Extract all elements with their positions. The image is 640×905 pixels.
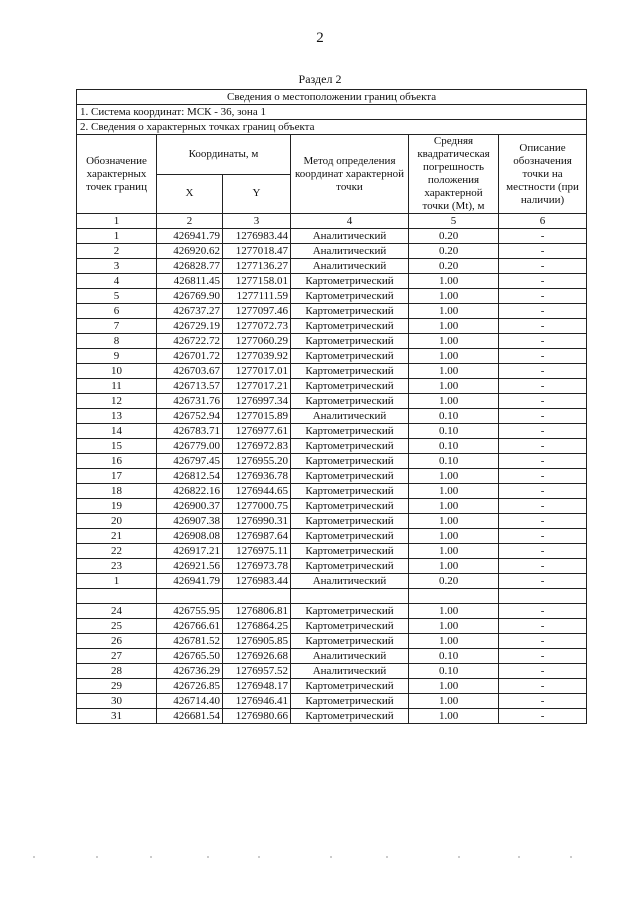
x-coordinate-cell: 426781.52: [157, 634, 223, 649]
y-coordinate-cell: 1277017.01: [223, 364, 291, 379]
error-cell: 0.10: [409, 664, 499, 679]
description-cell: -: [499, 349, 587, 364]
method-cell: Аналитический: [291, 259, 409, 274]
error-cell: 1.00: [409, 619, 499, 634]
header-coordinates: Координаты, м: [157, 135, 291, 175]
header-designation: Обозначение характерных точек границ: [77, 135, 157, 214]
y-coordinate-cell: 1277015.89: [223, 409, 291, 424]
y-coordinate-cell: 1276980.66: [223, 709, 291, 724]
description-cell: -: [499, 514, 587, 529]
description-cell: -: [499, 544, 587, 559]
method-cell: Картометрический: [291, 364, 409, 379]
empty-cell: [499, 589, 587, 604]
method-cell: Картометрический: [291, 274, 409, 289]
error-cell: 1.00: [409, 604, 499, 619]
description-cell: -: [499, 559, 587, 574]
table-row: [77, 274, 587, 289]
y-coordinate-cell: 1276864.25: [223, 619, 291, 634]
method-cell: Картометрический: [291, 379, 409, 394]
error-cell: 1.00: [409, 484, 499, 499]
point-number-cell: 15: [77, 439, 157, 454]
column-number-row: [77, 214, 587, 229]
x-coordinate-cell: 426737.27: [157, 304, 223, 319]
description-cell: -: [499, 289, 587, 304]
point-number-cell: 1: [77, 229, 157, 244]
point-number-cell: 25: [77, 619, 157, 634]
y-coordinate-cell: 1276806.81: [223, 604, 291, 619]
point-number-cell: 27: [77, 649, 157, 664]
header-description: Описание обозначения точки на местности (при наличии): [499, 135, 587, 214]
point-number-cell: 24: [77, 604, 157, 619]
x-coordinate-cell: 426714.40: [157, 694, 223, 709]
description-cell: -: [499, 259, 587, 274]
y-coordinate-cell: 1277097.46: [223, 304, 291, 319]
method-cell: Картометрический: [291, 499, 409, 514]
table-row: [77, 514, 587, 529]
error-cell: 1.00: [409, 379, 499, 394]
scan-speck: [150, 856, 152, 858]
table-row: [77, 229, 587, 244]
table-row: [77, 244, 587, 259]
x-coordinate-cell: 426783.71: [157, 424, 223, 439]
x-coordinate-cell: 426811.45: [157, 274, 223, 289]
x-coordinate-cell: 426736.29: [157, 664, 223, 679]
point-number-cell: 8: [77, 334, 157, 349]
method-cell: Картометрический: [291, 304, 409, 319]
error-cell: 0.10: [409, 424, 499, 439]
x-coordinate-cell: 426726.85: [157, 679, 223, 694]
y-coordinate-cell: 1277158.01: [223, 274, 291, 289]
error-cell: 0.10: [409, 439, 499, 454]
table-row: [77, 694, 587, 709]
error-cell: 1.00: [409, 529, 499, 544]
table-row: [77, 604, 587, 619]
x-coordinate-cell: 426722.72: [157, 334, 223, 349]
description-cell: -: [499, 304, 587, 319]
table-row: [77, 664, 587, 679]
x-coordinate-cell: 426769.90: [157, 289, 223, 304]
column-number: 6: [499, 214, 587, 229]
method-cell: Картометрический: [291, 634, 409, 649]
table-row: [77, 364, 587, 379]
method-cell: Картометрический: [291, 514, 409, 529]
point-number-cell: 21: [77, 529, 157, 544]
x-coordinate-cell: 426812.54: [157, 469, 223, 484]
table-row: [77, 289, 587, 304]
scan-speck: [33, 856, 35, 858]
scan-speck: [570, 856, 572, 858]
table-row: [77, 499, 587, 514]
error-cell: 1.00: [409, 499, 499, 514]
table-row: [77, 334, 587, 349]
error-cell: 1.00: [409, 634, 499, 649]
section-title: Раздел 2: [298, 72, 342, 86]
table-row: [77, 424, 587, 439]
header-method: Метод определения координат характерной точки: [291, 135, 409, 214]
error-cell: 1.00: [409, 709, 499, 724]
description-cell: -: [499, 424, 587, 439]
x-coordinate-cell: 426779.00: [157, 439, 223, 454]
method-cell: Аналитический: [291, 649, 409, 664]
page-number: 2: [316, 30, 324, 46]
empty-cell: [291, 589, 409, 604]
x-coordinate-cell: 426681.54: [157, 709, 223, 724]
error-cell: 0.20: [409, 259, 499, 274]
x-coordinate-cell: 426752.94: [157, 409, 223, 424]
table-row: [77, 679, 587, 694]
table-row: [77, 529, 587, 544]
table-row: [77, 634, 587, 649]
header-error: Средняя квадратическая погрешность положения характерной точки (Mt), м: [409, 135, 499, 214]
x-coordinate-cell: 426908.08: [157, 529, 223, 544]
x-coordinate-cell: 426766.61: [157, 619, 223, 634]
y-coordinate-cell: 1277018.47: [223, 244, 291, 259]
points-title: 2. Сведения о характерных точках границ объекта: [77, 120, 587, 135]
table-row: [77, 349, 587, 364]
method-cell: Картометрический: [291, 709, 409, 724]
x-coordinate-cell: 426797.45: [157, 454, 223, 469]
error-cell: 0.20: [409, 574, 499, 589]
point-number-cell: 6: [77, 304, 157, 319]
table-row: [77, 544, 587, 559]
x-coordinate-cell: 426701.72: [157, 349, 223, 364]
y-coordinate-cell: 1276936.78: [223, 469, 291, 484]
error-cell: 1.00: [409, 364, 499, 379]
point-number-cell: 1: [77, 574, 157, 589]
scan-speck: [458, 856, 460, 858]
point-number-cell: 10: [77, 364, 157, 379]
description-cell: -: [499, 619, 587, 634]
error-cell: 0.10: [409, 454, 499, 469]
description-cell: -: [499, 379, 587, 394]
scan-speck: [330, 856, 332, 858]
y-coordinate-cell: 1276990.31: [223, 514, 291, 529]
x-coordinate-cell: 426921.56: [157, 559, 223, 574]
method-cell: Картометрический: [291, 334, 409, 349]
empty-cell: [409, 589, 499, 604]
method-cell: Картометрический: [291, 529, 409, 544]
y-coordinate-cell: 1277060.29: [223, 334, 291, 349]
x-coordinate-cell: 426900.37: [157, 499, 223, 514]
description-cell: -: [499, 694, 587, 709]
y-coordinate-cell: 1276983.44: [223, 574, 291, 589]
empty-cell: [223, 589, 291, 604]
table-row: [77, 379, 587, 394]
banner-title: Сведения о местоположении границ объекта: [77, 90, 587, 105]
method-cell: Картометрический: [291, 484, 409, 499]
error-cell: 1.00: [409, 514, 499, 529]
y-coordinate-cell: 1276987.64: [223, 529, 291, 544]
point-number-cell: 18: [77, 484, 157, 499]
description-cell: -: [499, 709, 587, 724]
table-row: [77, 259, 587, 274]
x-coordinate-cell: 426703.67: [157, 364, 223, 379]
error-cell: 1.00: [409, 559, 499, 574]
method-cell: Аналитический: [291, 574, 409, 589]
y-coordinate-cell: 1276997.34: [223, 394, 291, 409]
y-coordinate-cell: 1276983.44: [223, 229, 291, 244]
table-row: [77, 469, 587, 484]
error-cell: 0.20: [409, 229, 499, 244]
point-number-cell: 31: [77, 709, 157, 724]
point-number-cell: 2: [77, 244, 157, 259]
description-cell: -: [499, 244, 587, 259]
column-number: 1: [77, 214, 157, 229]
y-coordinate-cell: 1276955.20: [223, 454, 291, 469]
description-cell: -: [499, 394, 587, 409]
error-cell: 1.00: [409, 319, 499, 334]
table-row: [77, 484, 587, 499]
header-y: Y: [223, 174, 291, 214]
description-cell: -: [499, 484, 587, 499]
method-cell: Аналитический: [291, 244, 409, 259]
error-cell: 1.00: [409, 349, 499, 364]
error-cell: 1.00: [409, 334, 499, 349]
scan-speck: [258, 856, 260, 858]
method-cell: Картометрический: [291, 349, 409, 364]
description-cell: -: [499, 574, 587, 589]
point-number-cell: 7: [77, 319, 157, 334]
point-number-cell: 5: [77, 289, 157, 304]
point-number-cell: 3: [77, 259, 157, 274]
header-row-1: [77, 135, 587, 175]
method-cell: Картометрический: [291, 469, 409, 484]
column-number: 3: [223, 214, 291, 229]
point-number-cell: 12: [77, 394, 157, 409]
description-cell: -: [499, 469, 587, 484]
scan-speck: [207, 856, 209, 858]
description-cell: -: [499, 454, 587, 469]
column-number: 5: [409, 214, 499, 229]
y-coordinate-cell: 1276977.61: [223, 424, 291, 439]
description-cell: -: [499, 664, 587, 679]
method-cell: Картометрический: [291, 679, 409, 694]
error-cell: 1.00: [409, 679, 499, 694]
column-number: 4: [291, 214, 409, 229]
scan-speck: [518, 856, 520, 858]
point-number-cell: 29: [77, 679, 157, 694]
header-x: X: [157, 174, 223, 214]
point-number-cell: 9: [77, 349, 157, 364]
description-cell: -: [499, 679, 587, 694]
banner-row: [77, 90, 587, 105]
y-coordinate-cell: 1276973.78: [223, 559, 291, 574]
description-cell: -: [499, 274, 587, 289]
column-number: 2: [157, 214, 223, 229]
y-coordinate-cell: 1276944.65: [223, 484, 291, 499]
boundary-points-table: [76, 89, 587, 724]
x-coordinate-cell: 426941.79: [157, 574, 223, 589]
point-number-cell: 19: [77, 499, 157, 514]
scan-speck: [386, 856, 388, 858]
point-number-cell: 17: [77, 469, 157, 484]
table-row: [77, 619, 587, 634]
x-coordinate-cell: 426907.38: [157, 514, 223, 529]
y-coordinate-cell: 1276926.68: [223, 649, 291, 664]
point-number-cell: 30: [77, 694, 157, 709]
method-cell: Картометрический: [291, 424, 409, 439]
method-cell: Картометрический: [291, 559, 409, 574]
y-coordinate-cell: 1276946.41: [223, 694, 291, 709]
description-cell: -: [499, 604, 587, 619]
description-cell: -: [499, 409, 587, 424]
error-cell: 1.00: [409, 394, 499, 409]
method-cell: Картометрический: [291, 694, 409, 709]
method-cell: Картометрический: [291, 394, 409, 409]
error-cell: 0.10: [409, 409, 499, 424]
table-row: [77, 454, 587, 469]
table-row: [77, 574, 587, 589]
point-number-cell: 14: [77, 424, 157, 439]
method-cell: Картометрический: [291, 319, 409, 334]
y-coordinate-cell: 1277111.59: [223, 289, 291, 304]
y-coordinate-cell: 1276905.85: [223, 634, 291, 649]
table-row: [77, 649, 587, 664]
method-cell: Картометрический: [291, 544, 409, 559]
method-cell: Картометрический: [291, 439, 409, 454]
scan-speck: [96, 856, 98, 858]
error-cell: 1.00: [409, 304, 499, 319]
description-cell: -: [499, 529, 587, 544]
y-coordinate-cell: 1276948.17: [223, 679, 291, 694]
x-coordinate-cell: 426755.95: [157, 604, 223, 619]
method-cell: Картометрический: [291, 289, 409, 304]
point-number-cell: 28: [77, 664, 157, 679]
y-coordinate-cell: 1276957.52: [223, 664, 291, 679]
empty-cell: [77, 589, 157, 604]
description-cell: -: [499, 499, 587, 514]
y-coordinate-cell: 1277017.21: [223, 379, 291, 394]
x-coordinate-cell: 426713.57: [157, 379, 223, 394]
description-cell: -: [499, 649, 587, 664]
x-coordinate-cell: 426729.19: [157, 319, 223, 334]
y-coordinate-cell: 1276972.83: [223, 439, 291, 454]
point-number-cell: 20: [77, 514, 157, 529]
error-cell: 1.00: [409, 544, 499, 559]
description-cell: -: [499, 334, 587, 349]
x-coordinate-cell: 426920.62: [157, 244, 223, 259]
method-cell: Картометрический: [291, 604, 409, 619]
point-number-cell: 22: [77, 544, 157, 559]
x-coordinate-cell: 426828.77: [157, 259, 223, 274]
description-cell: -: [499, 364, 587, 379]
x-coordinate-cell: 426822.16: [157, 484, 223, 499]
description-cell: -: [499, 634, 587, 649]
error-cell: 0.20: [409, 244, 499, 259]
point-number-cell: 23: [77, 559, 157, 574]
table-row: [77, 439, 587, 454]
error-cell: 1.00: [409, 469, 499, 484]
y-coordinate-cell: 1277039.92: [223, 349, 291, 364]
y-coordinate-cell: 1277072.73: [223, 319, 291, 334]
y-coordinate-cell: 1277136.27: [223, 259, 291, 274]
method-cell: Аналитический: [291, 409, 409, 424]
table-row: [77, 559, 587, 574]
coord-system: 1. Система координат: МСК - 36, зона 1: [77, 105, 587, 120]
x-coordinate-cell: 426941.79: [157, 229, 223, 244]
error-cell: 1.00: [409, 274, 499, 289]
x-coordinate-cell: 426731.76: [157, 394, 223, 409]
method-cell: Аналитический: [291, 664, 409, 679]
description-cell: -: [499, 439, 587, 454]
point-number-cell: 13: [77, 409, 157, 424]
table-row: [77, 319, 587, 334]
table-row: [77, 709, 587, 724]
method-cell: Аналитический: [291, 229, 409, 244]
empty-cell: [157, 589, 223, 604]
table-row: [77, 394, 587, 409]
contour-separator-row: [77, 589, 587, 604]
method-cell: Картометрический: [291, 454, 409, 469]
points-title-row: [77, 120, 587, 135]
y-coordinate-cell: 1276975.11: [223, 544, 291, 559]
method-cell: Картометрический: [291, 619, 409, 634]
coord-system-row: [77, 105, 587, 120]
x-coordinate-cell: 426765.50: [157, 649, 223, 664]
point-number-cell: 16: [77, 454, 157, 469]
y-coordinate-cell: 1277000.75: [223, 499, 291, 514]
point-number-cell: 26: [77, 634, 157, 649]
description-cell: -: [499, 319, 587, 334]
error-cell: 1.00: [409, 289, 499, 304]
error-cell: 0.10: [409, 649, 499, 664]
error-cell: 1.00: [409, 694, 499, 709]
table-row: [77, 409, 587, 424]
point-number-cell: 4: [77, 274, 157, 289]
x-coordinate-cell: 426917.21: [157, 544, 223, 559]
description-cell: -: [499, 229, 587, 244]
point-number-cell: 11: [77, 379, 157, 394]
table-row: [77, 304, 587, 319]
